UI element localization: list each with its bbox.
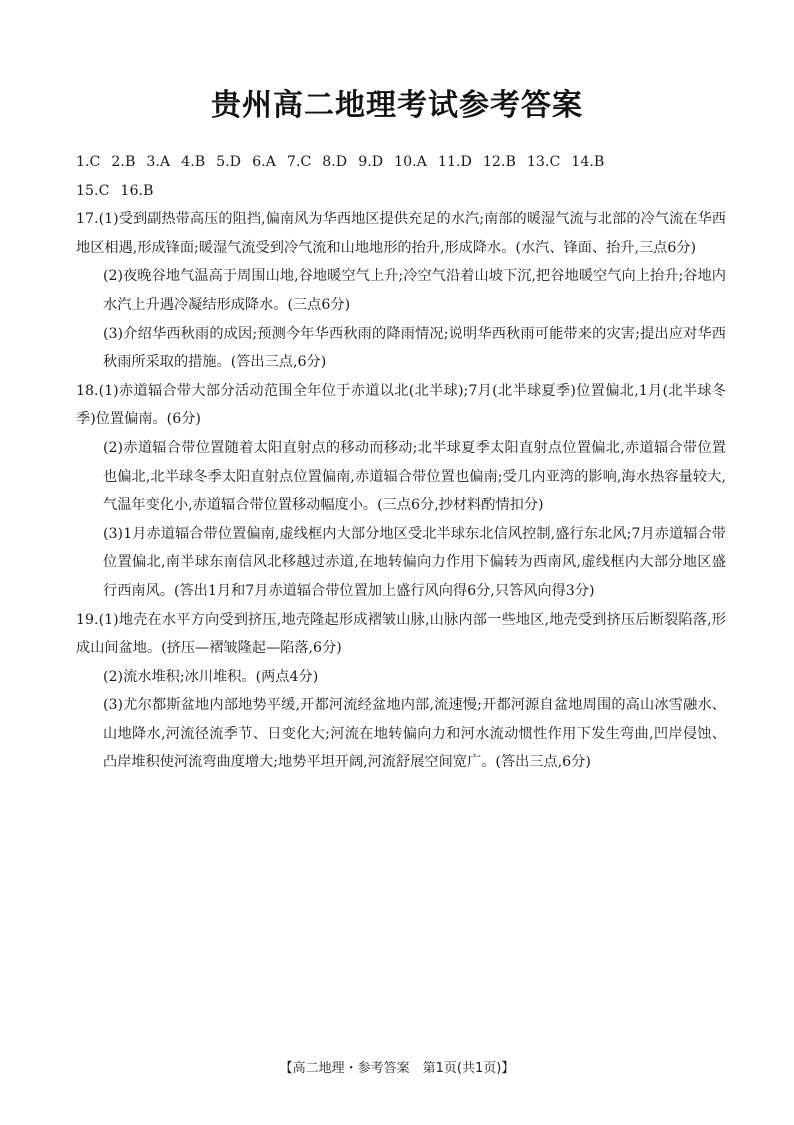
mc-answer-item: 7.C	[286, 154, 312, 170]
question-19-part-2: (2)流水堆积;冰川堆积。(两点4分)	[103, 668, 319, 685]
question-17	[76, 205, 726, 377]
mc-answer-item: 5.D	[216, 154, 242, 170]
question-17-number: 17.	[76, 211, 99, 228]
page-title: 贵州高二地理考试参考答案	[211, 88, 583, 123]
mc-answer-item: 15.C	[76, 182, 110, 199]
question-18-part-2: (2)赤道辐合带位置随着太阳直射点的移动而移动;北半球夏季太阳直射点位置偏北,赤道辐合带位置也偏北,北半球冬季太阳直射点位置偏南,赤道辐合带位置也偏南;受几内亚湾的影响,海水热容量较大,气温年变化小,赤道辐合带位置移动幅度小。(三点6分,抄材料酌情扣分)	[103, 439, 726, 514]
question-18	[76, 377, 726, 606]
page-footer: 【高二地理・参考答案 第1页(共1页)】	[279, 1061, 515, 1076]
multiple-choice-answers-line-1	[76, 148, 726, 177]
mc-answer-item: 12.B	[482, 154, 516, 170]
mc-answer-item: 3.A	[146, 154, 171, 170]
question-17-part-2: (2)夜晚谷地气温高于周围山地,谷地暖空气上升;冷空气沿着山坡下沉,把谷地暖空气向上抬升;谷地内水汽上升遇冷凝结形成降水。(三点6分)	[103, 268, 726, 313]
question-17-part-1-text: (1)受到副热带高压的阻挡,偏南风为华西地区提供充足的水汽;南部的暖湿气流与北部的冷气流在华西地区相遇,形成锋面;暖湿气流受到冷气流和山地地形的抬升,形成降水。(水汽、锋面、抬升,三点6分)	[76, 211, 726, 256]
multiple-choice-answers-line-2	[76, 177, 726, 206]
answer-content	[76, 148, 726, 777]
question-18-part-1-text: (1)赤道辐合带大部分活动范围全年位于赤道以北(北半球);7月(北半球夏季)位置偏北,1月(北半球冬季)位置偏南。(6分)	[76, 382, 726, 428]
mc-answer-item: 6.A	[252, 154, 276, 170]
question-19	[76, 606, 726, 778]
mc-answer-item: 16.B	[120, 182, 154, 199]
mc-answer-item: 2.B	[111, 154, 136, 170]
mc-answer-item: 9.D	[358, 154, 384, 170]
question-19-part-3: (3)尤尔都斯盆地内部地势平缓,开都河流经盆地内部,流速慢;开都河源自盆地周围的高山冰雪融水、山地降水,河流径流季节、日变化大;河流在地转偏向力和河水流动惯性作用下发生弯曲,凹岸侵蚀、凸岸堆积使河流弯曲度增大;地势平坦开阔,河流舒展空间宽广。(答出三点,6分)	[103, 697, 726, 771]
question-17-part-1	[76, 205, 726, 262]
question-19-part-1-text: (1)地壳在水平方向受到挤压,地壳隆起形成褶皱山脉,山脉内部一些地区,地壳受到挤压后断裂陷落,形成山间盆地。(挤压—褶皱隆起—陷落,6分)	[76, 611, 726, 657]
mc-answer-item: 14.B	[571, 154, 605, 170]
mc-answer-item: 1.C	[76, 154, 101, 170]
mc-answer-item: 4.B	[181, 154, 206, 170]
question-17-part-3: (3)介绍华西秋雨的成因;预测今年华西秋雨的降雨情况;说明华西秋雨可能带来的灾害;提出应对华西秋雨所采取的措施。(答出三点,6分)	[103, 325, 726, 371]
mc-answer-item: 11.D	[437, 154, 472, 170]
question-19-part-1	[76, 606, 726, 663]
mc-answer-item: 10.A	[394, 154, 427, 170]
question-18-part-1	[76, 377, 726, 434]
question-18-number: 18.	[76, 382, 99, 399]
mc-answer-item: 8.D	[322, 154, 348, 170]
mc-answer-item: 13.C	[526, 154, 561, 170]
question-18-part-3: (3)1月赤道辐合带位置偏南,虚线框内大部分地区受北半球东北信风控制,盛行东北风;7月赤道辐合带位置偏北,南半球东南信风北移越过赤道,在地转偏向力作用下偏转为西南风,虚线框内大部分地区盛行西南风。(答出1月和7月赤道辐合带位置加上盛行风向得6分,只答风向得3分)	[103, 525, 726, 599]
question-19-number: 19.	[76, 611, 99, 628]
